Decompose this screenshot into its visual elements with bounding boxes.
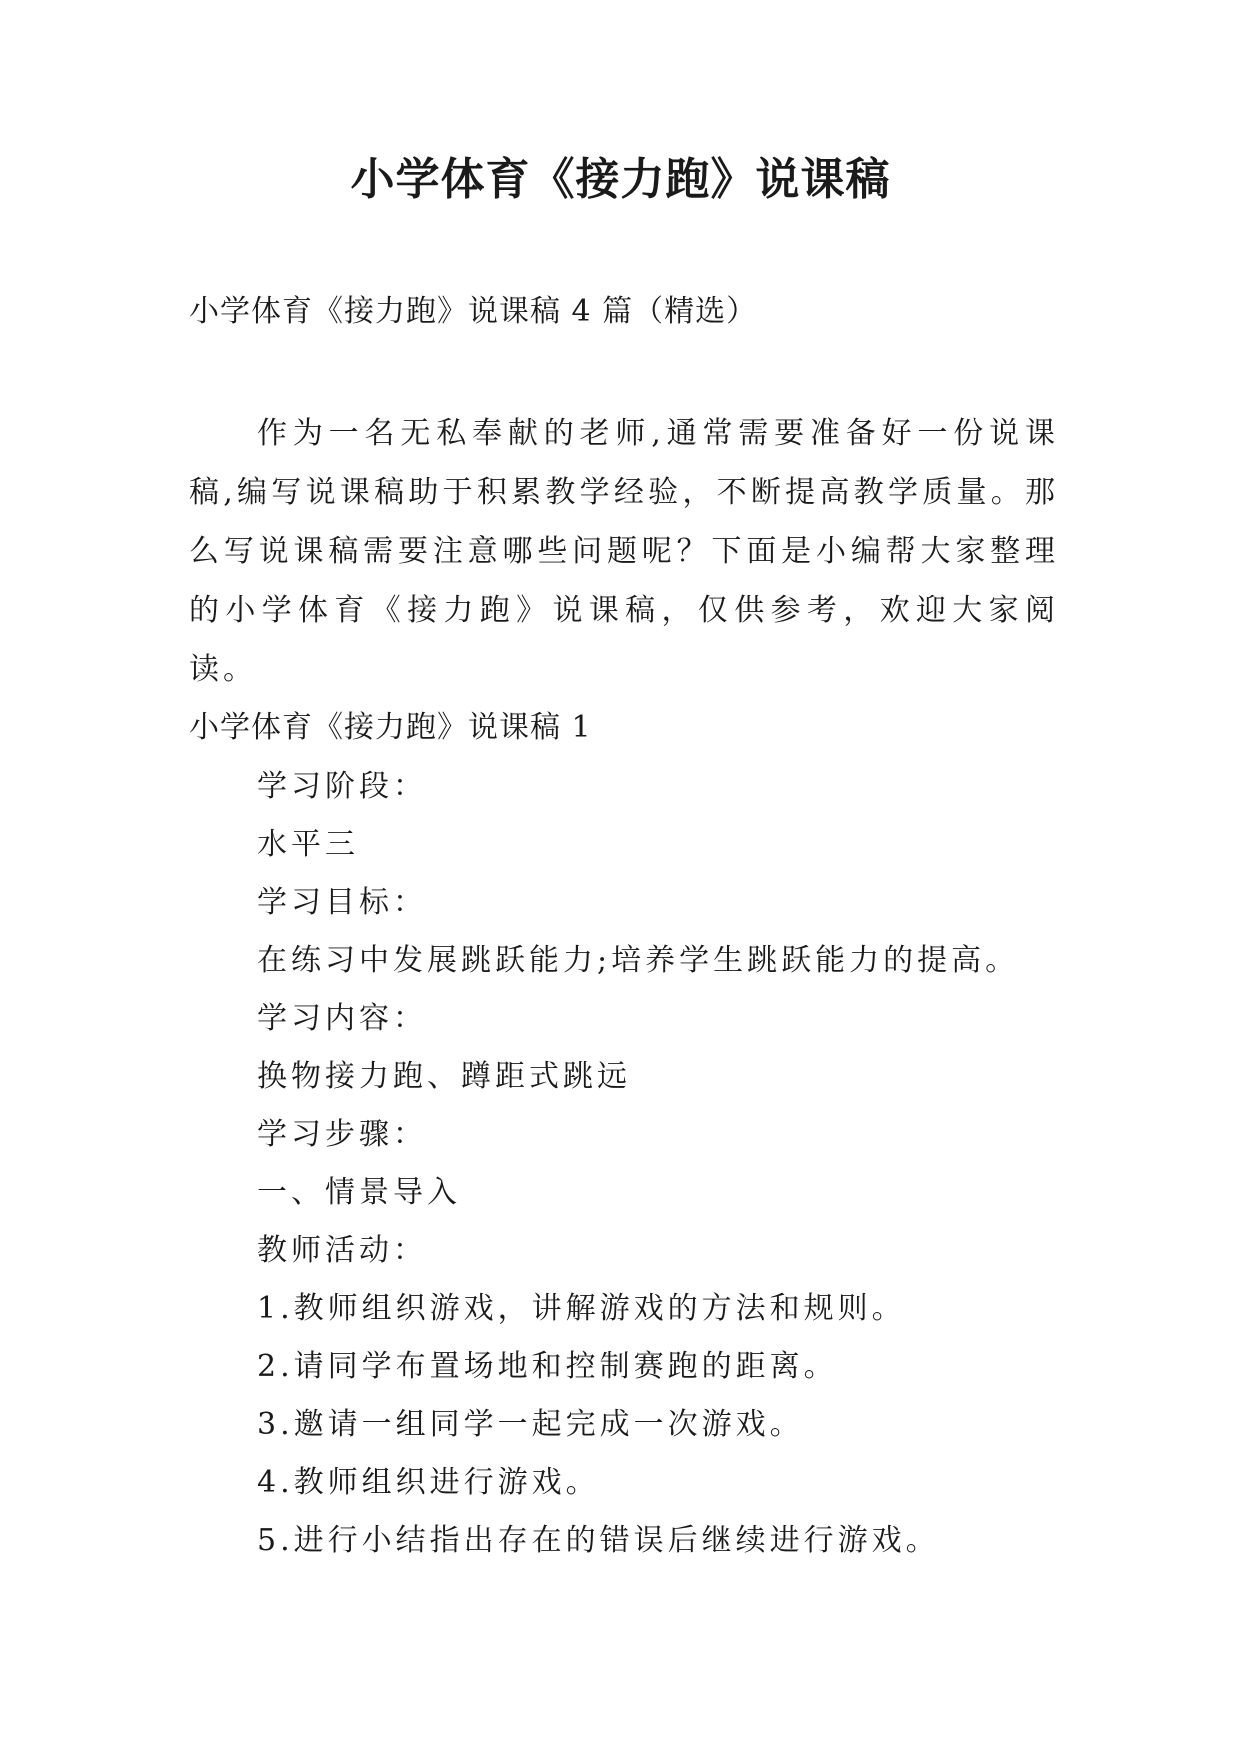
content-line: 学习步骤： <box>257 1117 427 1152</box>
content-line: 3.邀请一组同学一起完成一次游戏。 <box>257 1407 804 1442</box>
content-line: 学习内容： <box>257 1001 427 1036</box>
content-lines <box>257 758 1077 1570</box>
content-line: 换物接力跑、蹲距式跳远 <box>257 1059 631 1094</box>
content-line: 水平三 <box>257 827 359 862</box>
content-line: 在练习中发展跳跃能力;培养学生跳跃能力的提高。 <box>257 943 1020 978</box>
content-line: 学习目标： <box>257 885 427 920</box>
content-line: 2.请同学布置场地和控制赛跑的距离。 <box>257 1349 838 1384</box>
content-line: 教师活动： <box>257 1233 427 1268</box>
content-line: 5.进行小结指出存在的错误后继续进行游戏。 <box>257 1523 940 1558</box>
content-line: 4.教师组织进行游戏。 <box>257 1465 600 1500</box>
section-title: 小学体育《接力跑》说课稿 1 <box>189 710 592 745</box>
content-line: 1.教师组织游戏，讲解游戏的方法和规则。 <box>257 1291 906 1326</box>
intro-paragraph: 作为一名无私奉献的老师,通常需要准备好一份说课稿,编写说课稿助于积累教学经验，不断提高教学质量。那么写说课稿需要注意哪些问题呢？下面是小编帮大家整理的小学体育《接力跑》说课稿，仅供参考，欢迎大家阅读。 <box>189 416 1059 687</box>
content-line: 一、情景导入 <box>257 1175 461 1210</box>
document-subtitle: 小学体育《接力跑》说课稿 4 篇（精选） <box>189 294 758 329</box>
content-line: 学习阶段： <box>257 769 427 804</box>
document-title: 小学体育《接力跑》说课稿 <box>350 154 891 205</box>
